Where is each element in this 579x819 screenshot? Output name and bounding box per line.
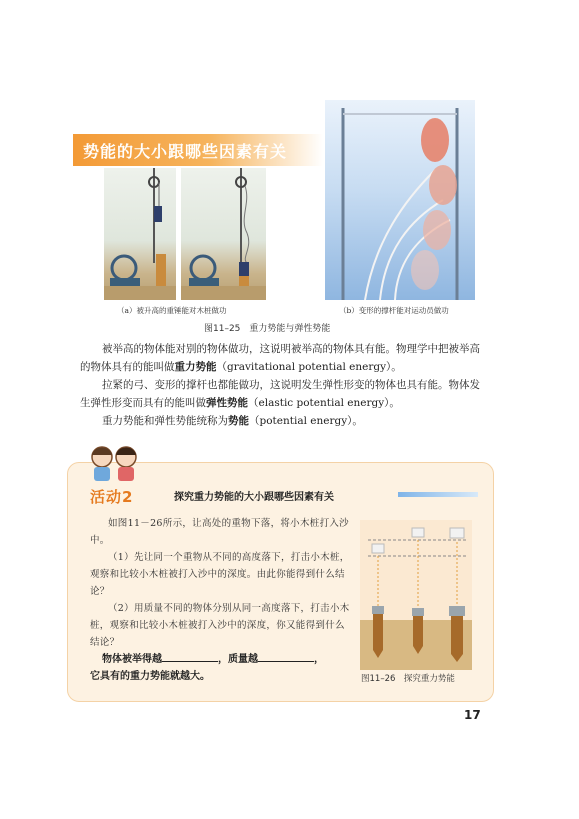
section-title: 势能的大小跟哪些因素有关 [83, 142, 288, 161]
activity-step-1: （1）先让同一个重物从不同的高度落下，打击小木桩，观察和比较小木桩被打入沙中的深度。由此你能得到什么结论？ [90, 552, 350, 597]
figure-caption-b: （b）变形的撑杆能对运动员做功 [339, 306, 449, 315]
photo-pile-driver-after [181, 168, 266, 300]
term-potential: 势能 [228, 415, 249, 427]
fill-in-sentence: 物体被举得越 ，质量越 ， 它具有的重力势能就越大。 [90, 651, 360, 685]
activity-intro: 如图11－26所示，让高处的重物下落，将小木桩打入沙中。 [90, 518, 349, 546]
photo-pile-driver-before [104, 168, 176, 300]
blank-mass-input[interactable] [258, 651, 314, 662]
term-gravitational: 重力势能 [174, 361, 217, 373]
figure-label-11-25: 图11–25 重力势能与弹性势能 [204, 324, 331, 334]
blank-height-input[interactable] [162, 651, 218, 662]
section-banner [73, 134, 323, 166]
kids-mascot-icon [88, 443, 142, 487]
paragraph-gravitational: 被举高的物体能对别的物体做功，这说明被举高的物体具有能。物理学中把被举高的物体具有的能叫做重力势能（gravitational potential energy）。 [80, 343, 480, 373]
figure-11-26-diagram [360, 520, 472, 670]
figure-label-11-26: 图11–26 探究重力势能 [361, 674, 455, 684]
page-number: 17 [464, 708, 481, 722]
activity-step-2: （2）用质量不同的物体分别从同一高度落下，打击小木桩，观察和比较小木桩被打入沙中的深度，你又能得到什么结论？ [90, 603, 350, 648]
paragraph-potential: 重力势能和弹性势能统称为势能（potential energy）。 [102, 415, 363, 427]
photo-pole-vaulter [325, 100, 475, 300]
heading-accent-bar [398, 492, 478, 497]
term-elastic: 弹性势能 [206, 397, 248, 409]
figure-caption-a: （a）被升高的重锤能对木桩做功 [117, 306, 227, 315]
activity-label: 活动2 [90, 488, 134, 506]
activity-heading: 探究重力势能的大小跟哪些因素有关 [174, 492, 334, 503]
paragraph-elastic: 拉紧的弓、变形的撑杆也都能做功，这说明发生弹性形变的物体也具有能。物体发生弹性形变而具有的能叫做弹性势能（elastic potential energy）。 [80, 379, 480, 409]
